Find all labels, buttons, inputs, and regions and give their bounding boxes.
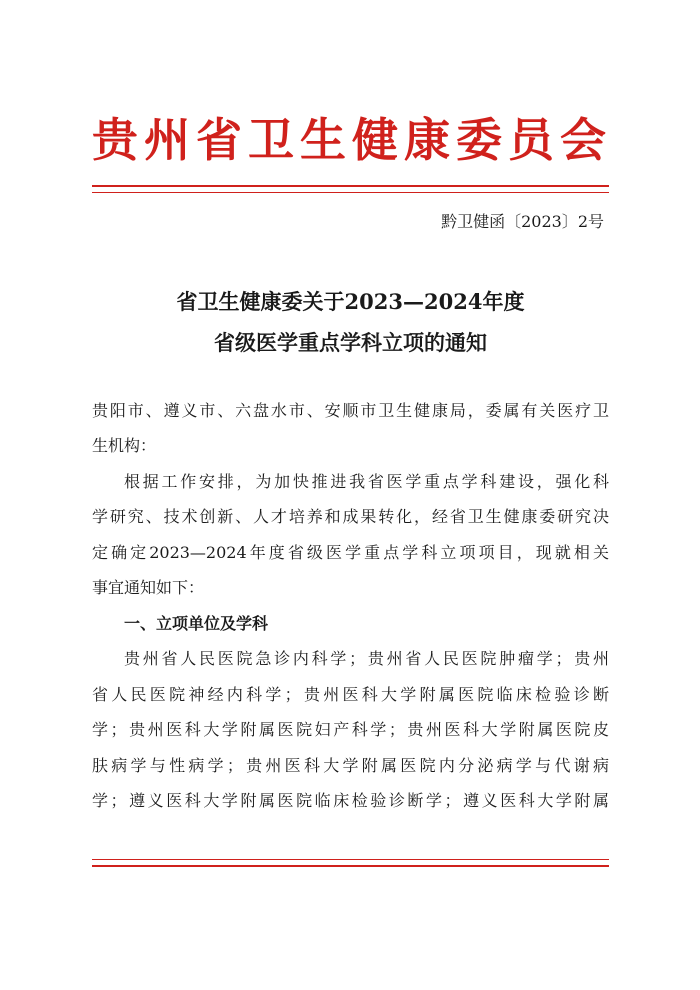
section-heading: 一、立项单位及学科 <box>124 614 269 633</box>
document-title-line-2: 省级医学重点学科立项的通知 <box>214 330 487 355</box>
footer-red-rule-thin <box>92 859 609 860</box>
document-number: 黔卫健函〔2023〕2号 <box>441 212 604 231</box>
document-title-line-1: 省卫生健康委关于2023—2024年度 <box>176 289 525 314</box>
paragraph-line: 根据工作安排，为加快推进我省医学重点学科建设，强化科 <box>124 472 609 491</box>
paragraph-line: 学研究、技术创新、人才培养和成果转化，经省卫生健康委研究决 <box>92 507 609 526</box>
paragraph-line: 事宜通知如下： <box>92 578 205 597</box>
header-red-rule-thick <box>92 185 609 187</box>
paragraph-line: 省人民医院神经内科学；贵州医科大学附属医院临床检验诊断 <box>92 685 609 704</box>
paragraph-line: 学；贵州医科大学附属医院妇产科学；贵州医科大学附属医院皮 <box>92 720 609 739</box>
addressee-line: 生机构： <box>92 436 157 455</box>
paragraph-line: 定确定2023—2024年度省级医学重点学科立项项目，现就相关 <box>92 543 609 562</box>
paragraph-line: 贵州省人民医院急诊内科学；贵州省人民医院肿瘤学；贵州 <box>124 649 609 668</box>
paragraph-line: 肤病学与性病学；贵州医科大学附属医院内分泌病学与代谢病 <box>92 756 609 775</box>
footer-red-rule-thick <box>92 865 609 867</box>
addressee-line: 贵阳市、遵义市、六盘水市、安顺市卫生健康局，委属有关医疗卫 <box>92 401 609 420</box>
paragraph-line: 学；遵义医科大学附属医院临床检验诊断学；遵义医科大学附属 <box>92 791 609 810</box>
header-red-rule-thin <box>92 192 609 193</box>
issuer-name: 贵州省卫生健康委员会 <box>92 113 612 167</box>
